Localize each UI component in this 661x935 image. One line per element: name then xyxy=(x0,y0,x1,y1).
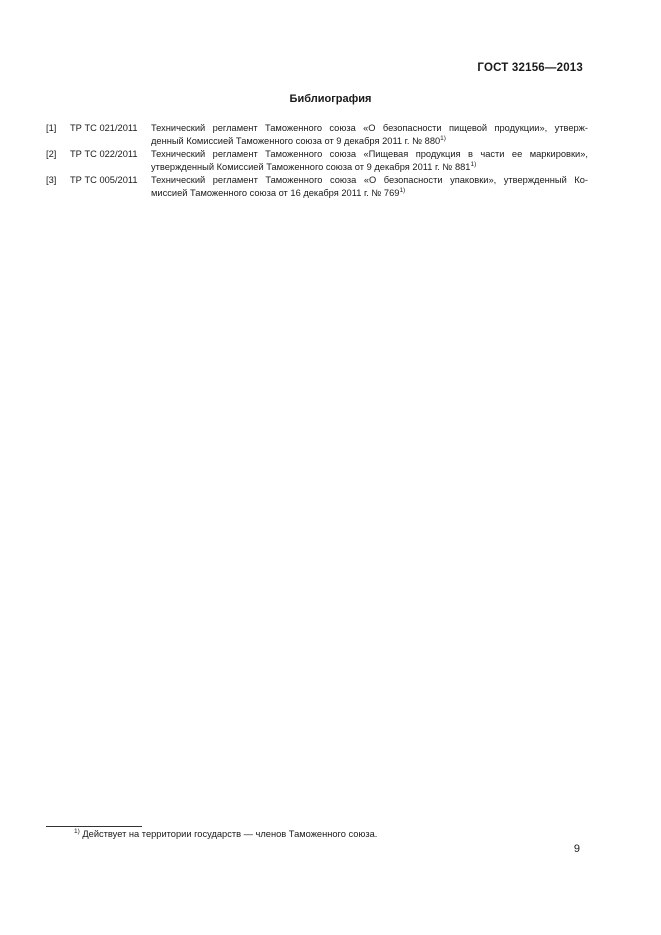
footnote-divider xyxy=(46,826,142,827)
document-code: ГОСТ 32156—2013 xyxy=(477,62,583,74)
entry-line-last xyxy=(151,187,588,200)
footnote xyxy=(74,829,377,839)
entry-number: [2] xyxy=(46,149,57,159)
entry-number: [1] xyxy=(46,123,57,133)
entry-code: ТР ТС 005/2011 xyxy=(70,175,138,185)
entry-code: ТР ТС 022/2011 xyxy=(70,149,138,159)
entry-line: Технический регламент Таможенного союза «Пищевая продукция в части ее маркировки», xyxy=(151,149,588,159)
footnote-text: Действует на территории государств — членов Таможенного союза. xyxy=(79,829,378,839)
footnote-ref: 1) xyxy=(470,161,477,168)
page-number: 9 xyxy=(573,843,580,855)
footnote-ref: 1) xyxy=(399,187,406,194)
entry-line-text: денный Комиссией Таможенного союза от 9 декабря 2011 г. № 880 xyxy=(151,136,441,146)
bibliography-entry xyxy=(46,174,588,200)
bibliography-list xyxy=(46,122,588,200)
entry-line-text: миссией Таможенного союза от 16 декабря 2011 г. № 769 xyxy=(151,188,400,198)
section-title: Библиография xyxy=(289,93,372,105)
entry-line: Технический регламент Таможенного союза «О безопасности упаковки», утвержденный Ко- xyxy=(151,175,588,185)
footnote-mark: 1) xyxy=(74,828,80,835)
bibliography-entry xyxy=(46,122,588,148)
entry-text xyxy=(151,174,588,200)
entry-text xyxy=(151,148,588,174)
entry-text xyxy=(151,122,588,148)
footnote-ref: 1) xyxy=(440,135,446,142)
entry-line-last xyxy=(151,135,588,148)
entry-code: ТР ТС 021/2011 xyxy=(70,123,138,133)
entry-line: Технический регламент Таможенного союза «О безопасности пищевой продукции», утверж- xyxy=(151,123,588,133)
entry-line-text: утвержденный Комиссией Таможенного союза от 9 декабря 2011 г. № 881 xyxy=(151,162,471,172)
entry-line-last xyxy=(151,161,588,174)
bibliography-entry xyxy=(46,148,588,174)
entry-number: [3] xyxy=(46,175,57,185)
